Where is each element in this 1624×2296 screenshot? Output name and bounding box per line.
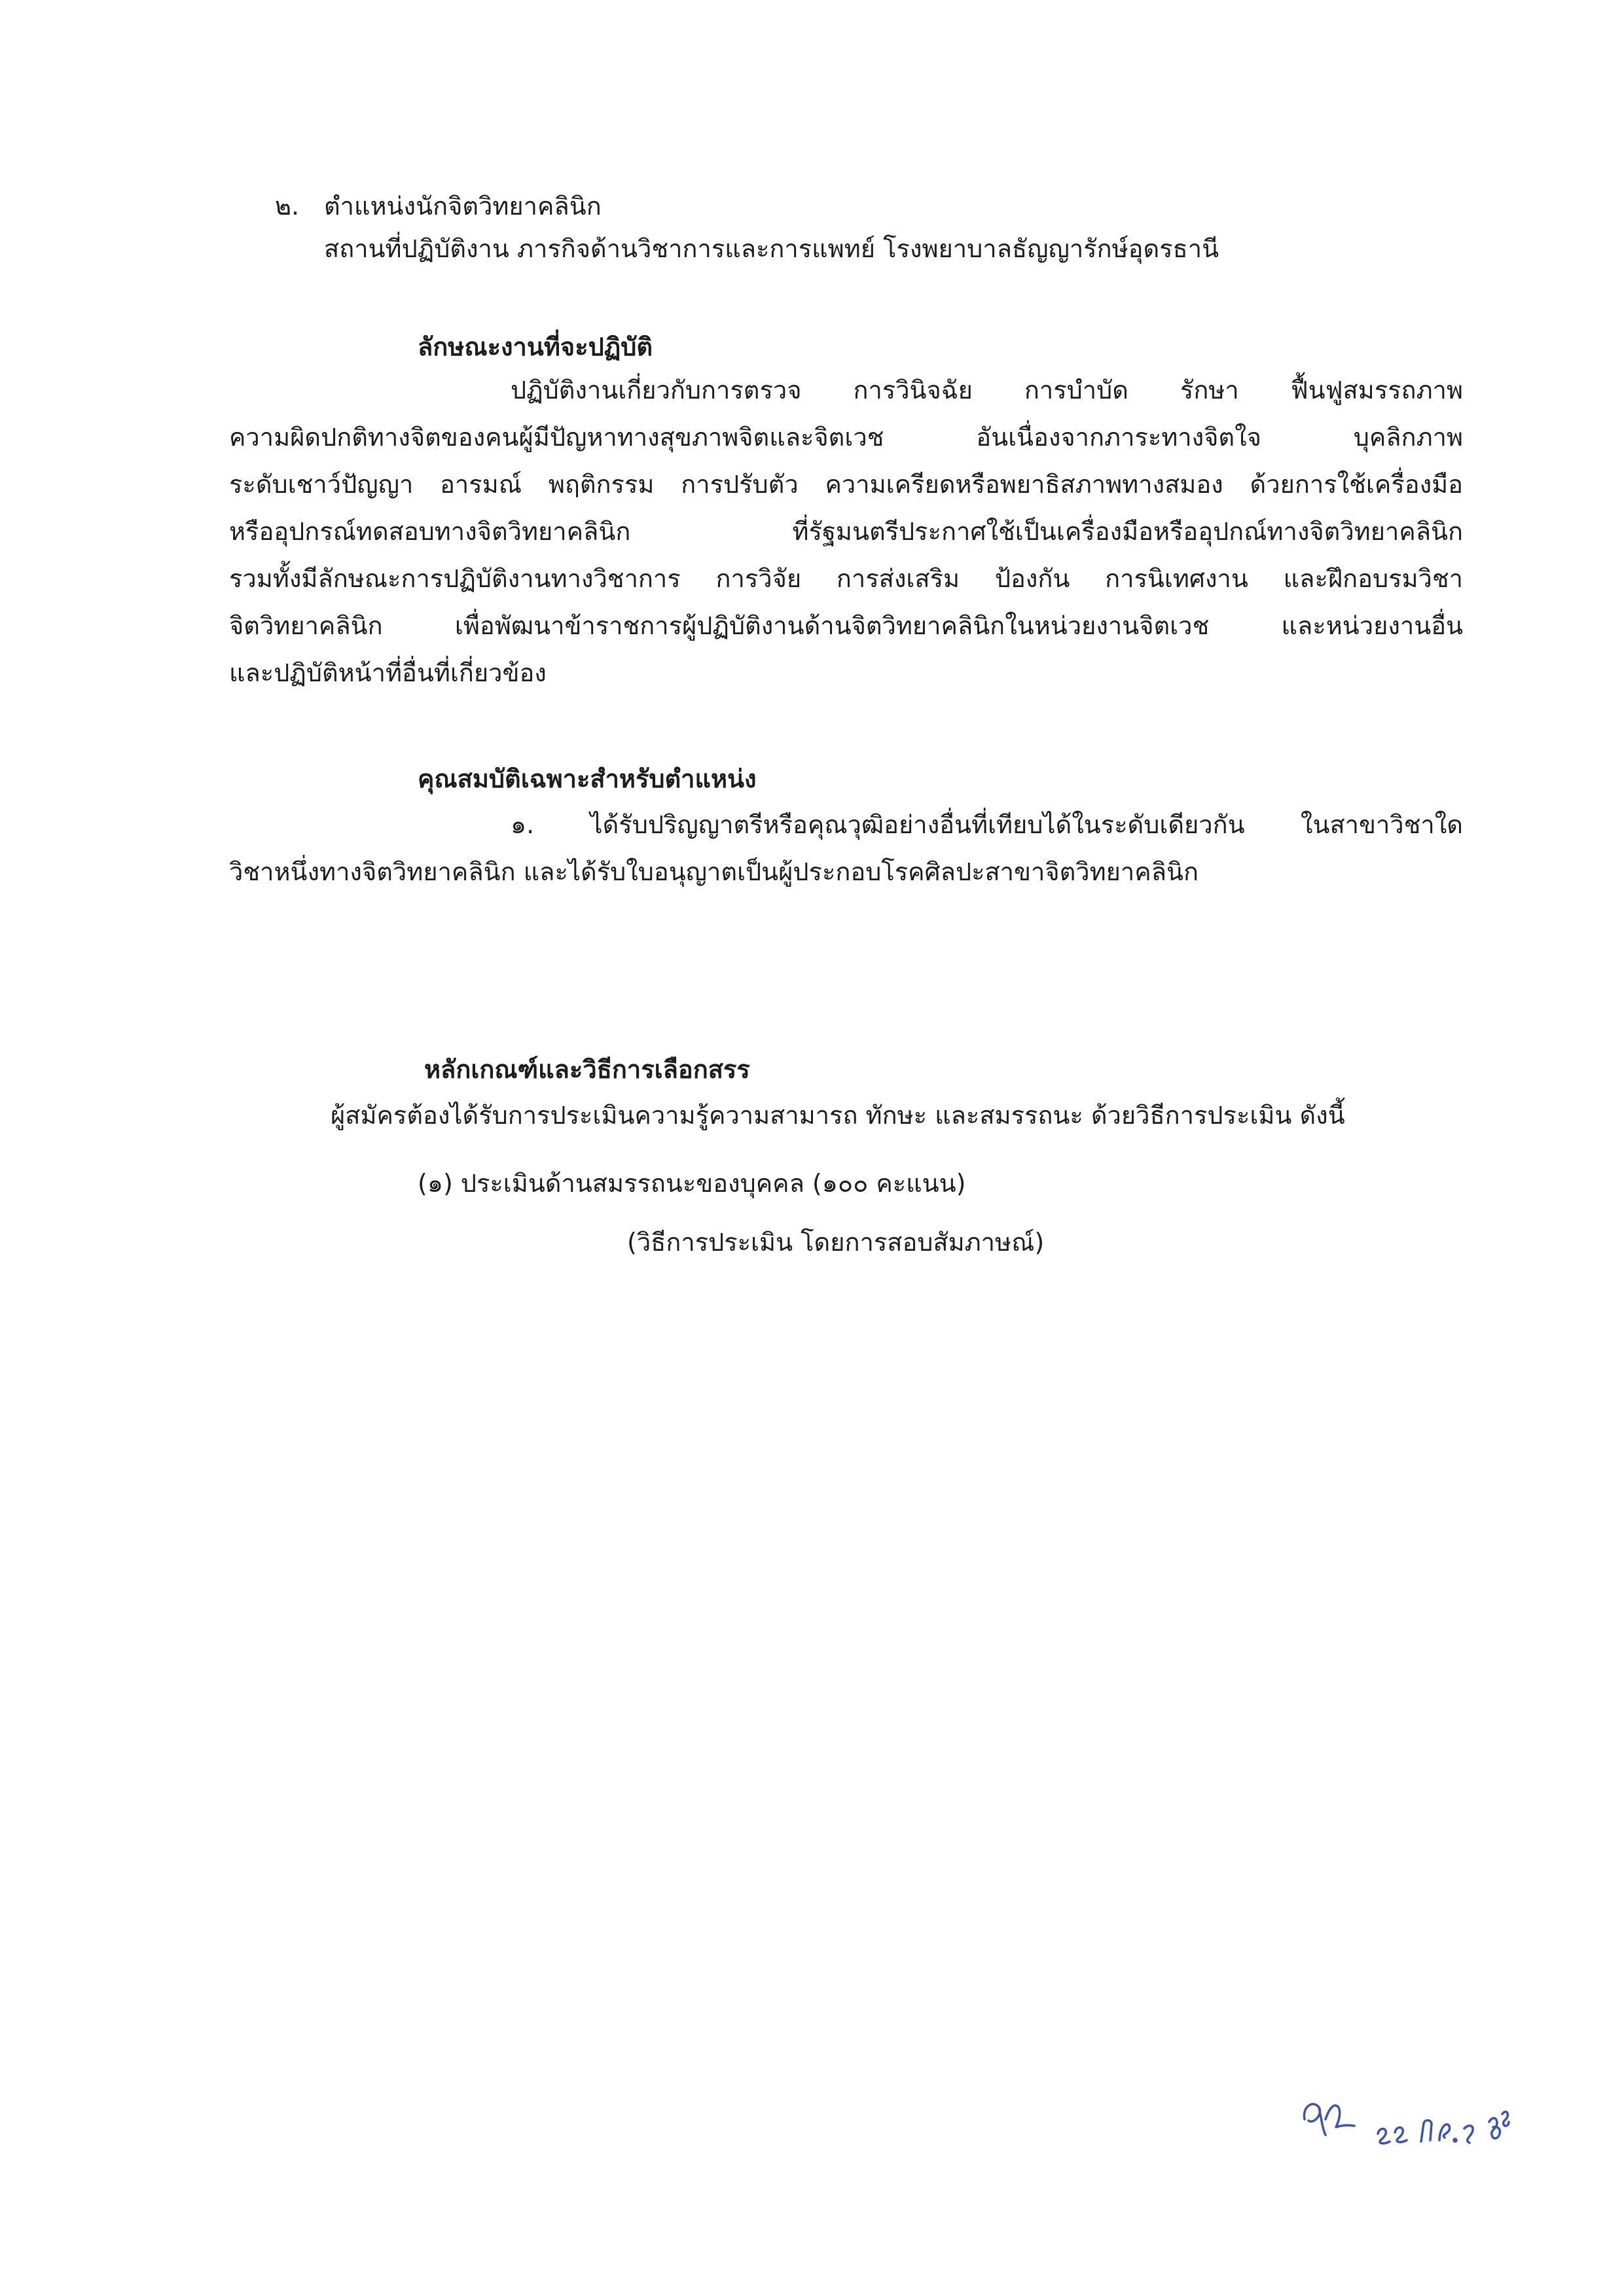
- workplace-line: สถานที่ปฏิบัติงาน ภารกิจด้านวิชาการและการแพทย์ โรงพยาบาลธัญญารักษ์อุดรธานี: [324, 234, 1219, 263]
- job-description-line: ปฏิบัติงานเกี่ยวกับการตรวจ การวินิจฉัย การบำบัด รักษา ฟื้นฟูสมรรถภาพ: [511, 376, 1463, 404]
- job-description-title: ลักษณะงานที่จะปฏิบัติ: [418, 332, 653, 361]
- job-description-line: หรืออุปกรณ์ทดสอบทางจิตวิทยาคลินิก ที่รัฐมนตรีประกาศใช้เป็นเครื่องมือหรืออุปกณ์ทางจิตวิทยาคลินิก: [229, 517, 1463, 546]
- job-description-line: ความผิดปกติทางจิตของคนผู้มีปัญหาทางสุขภาพจิตและจิตเวช อันเนื่องจากภาระทางจิตใจ บุคลิกภาพ: [229, 423, 1463, 452]
- job-description-line: และปฏิบัติหน้าที่อื่นที่เกี่ยวข้อง: [229, 658, 547, 687]
- qualifications-title: คุณสมบัติเฉพาะสำหรับตำแหน่ง: [418, 764, 757, 793]
- selection-title: หลักเกณฑ์และวิธีการเลือกสรร: [424, 1055, 750, 1084]
- job-description-line: จิตวิทยาคลินิก เพื่อพัฒนาข้าราชการผู้ปฏิบัติงานด้านจิตวิทยาคลินิกในหน่วยงานจิตเวช และหน่วยงานอื่น: [229, 611, 1463, 640]
- selection-item-method: (วิธีการประเมิน โดยการสอบสัมภาษณ์): [627, 1228, 1045, 1257]
- section-number: ๒.: [275, 192, 300, 221]
- section-title: ตำแหน่งนักจิตวิทยาคลินิก: [324, 192, 602, 221]
- job-description-line: รวมทั้งมีลักษณะการปฏิบัติงานทางวิชาการ การวิจัย การส่งเสริม ป้องกัน การนิเทศงาน และฝึกอบรมวิชา: [229, 564, 1463, 593]
- handwritten-signature: [1299, 2088, 1522, 2160]
- selection-intro: ผู้สมัครต้องได้รับการประเมินความรู้ความสามารถ ทักษะ และสมรรถนะ ด้วยวิธีการประเมิน ดังนี้: [331, 1101, 1345, 1130]
- selection-item: (๑) ประเมินด้านสมรรถนะของบุคคล (๑๐๐ คะแนน): [418, 1169, 966, 1198]
- qualification-line: ๑. ได้รับปริญญาตรีหรือคุณวุฒิอย่างอื่นที่เทียบได้ในระดับเดียวกัน ในสาขาวิชาใด: [511, 810, 1463, 839]
- job-description-line: ระดับเชาว์ปัญญา อารมณ์ พฤติกรรม การปรับตัว ความเครียดหรือพยาธิสภาพทางสมอง ด้วยการใช้เครื่องมือ: [229, 470, 1463, 499]
- qualification-line: วิชาหนึ่งทางจิตวิทยาคลินิก และได้รับใบอนุญาตเป็นผู้ประกอบโรคศิลปะสาขาจิตวิทยาคลินิก: [229, 857, 1199, 886]
